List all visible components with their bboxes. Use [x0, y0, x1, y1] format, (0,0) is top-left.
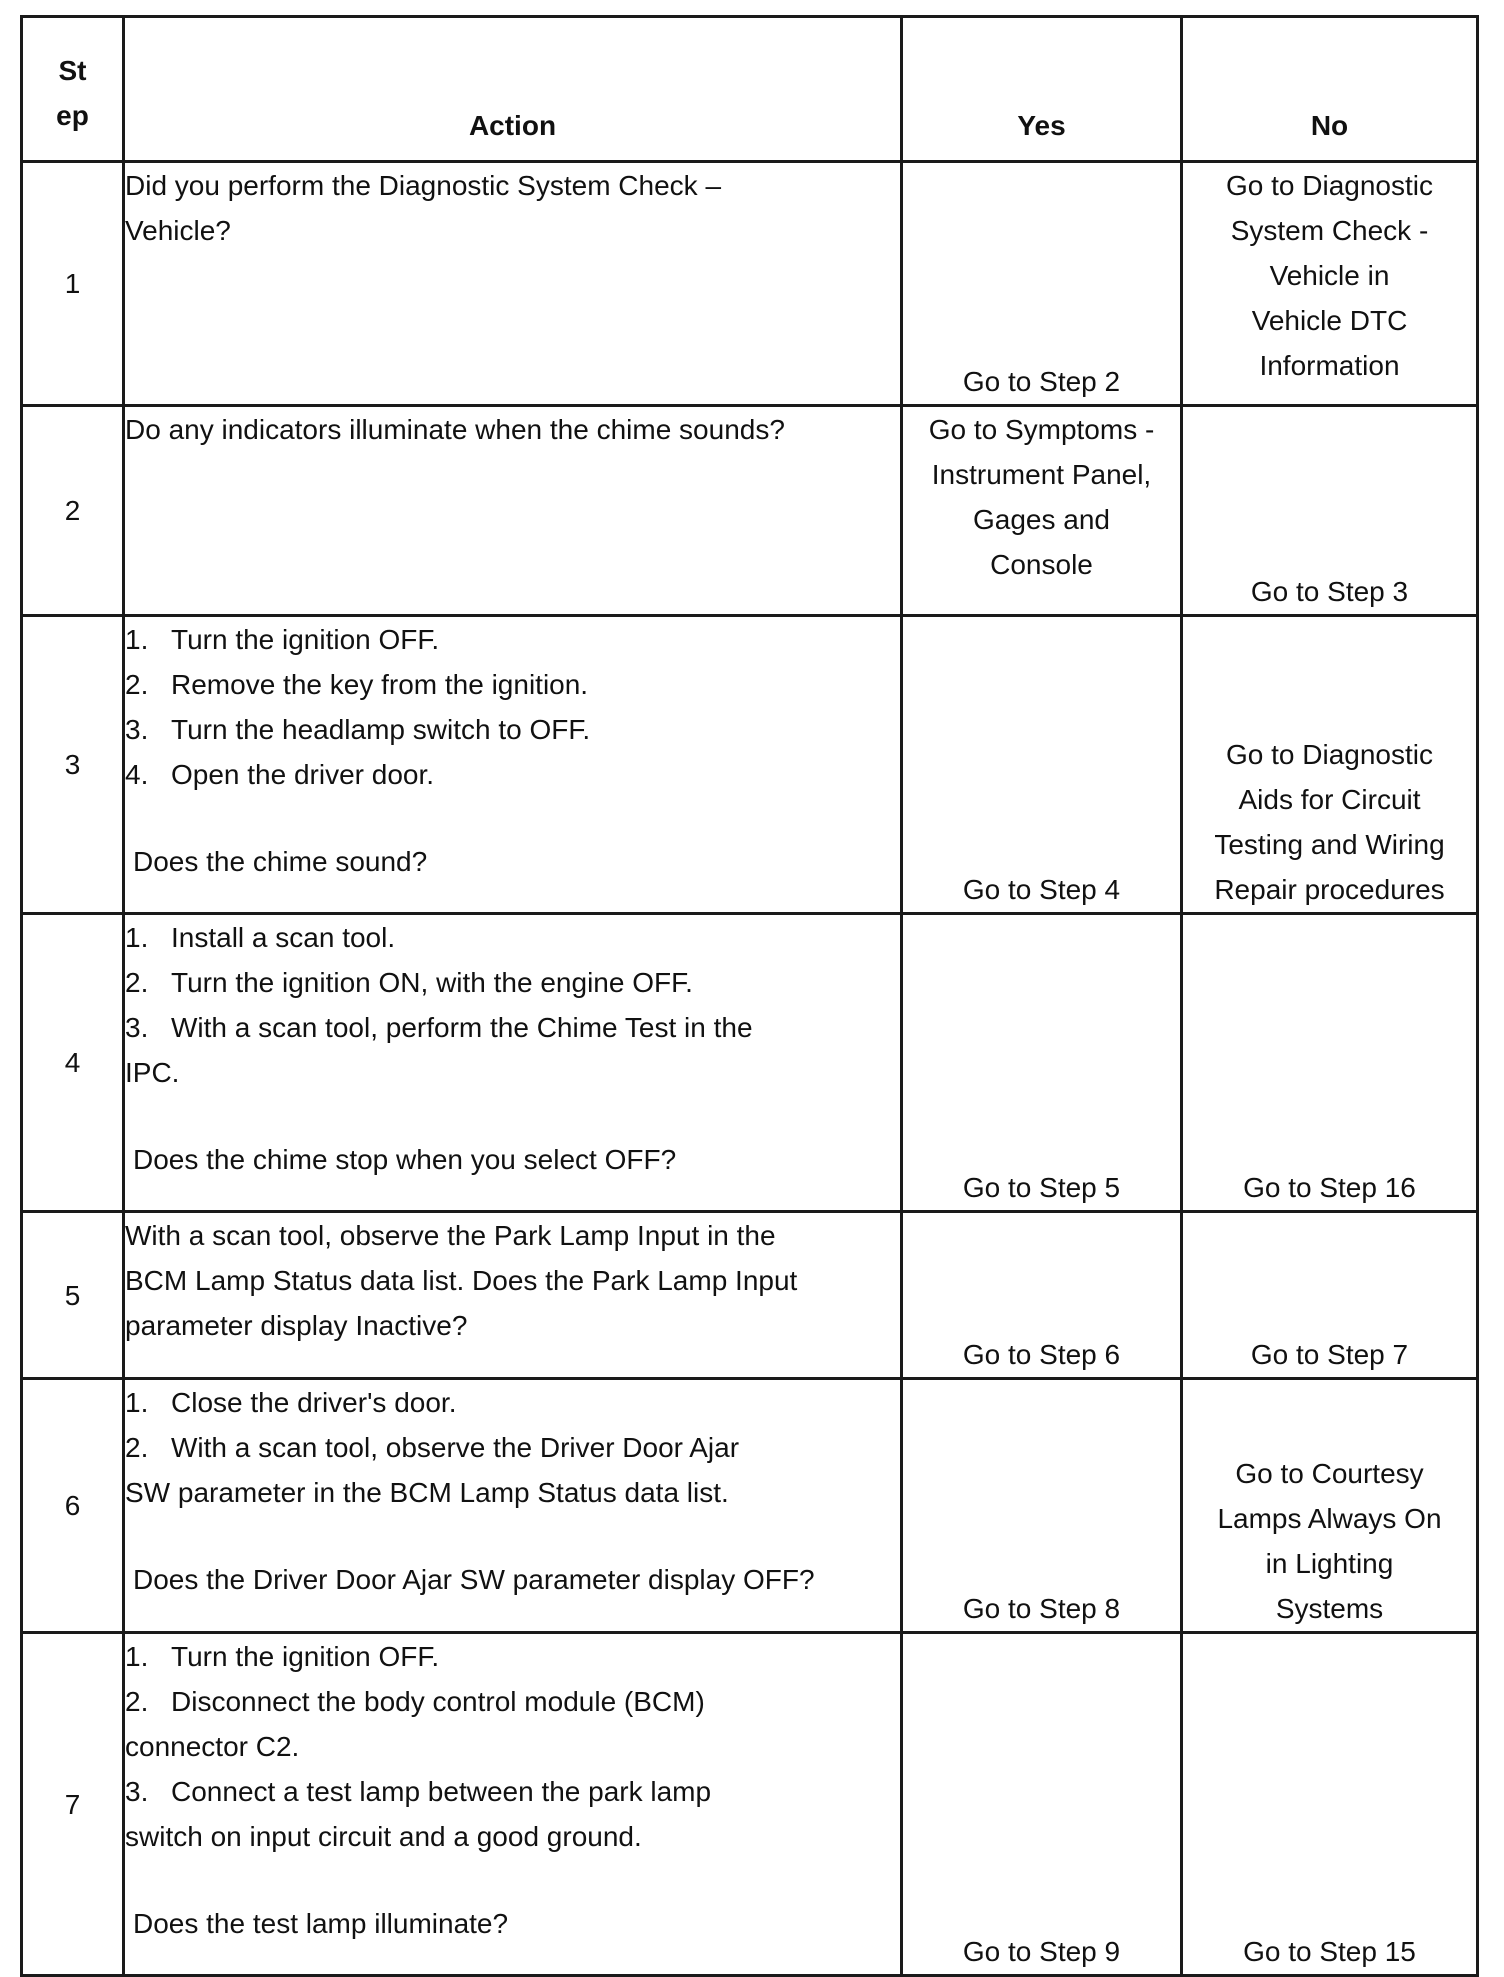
no-line: Information: [1259, 350, 1400, 381]
action-cell: [124, 1633, 902, 1976]
list-item-text: With a scan tool, observe the Driver Door Ajar: [171, 1432, 740, 1463]
list-item-text: Turn the ignition OFF.: [171, 624, 440, 655]
list-item-continuation: IPC.: [125, 1057, 180, 1088]
yes-line: Console: [990, 549, 1093, 580]
yes-cell: Go to Step 9: [902, 1633, 1182, 1976]
table-row: [22, 914, 1478, 1212]
header-yes: Yes: [902, 17, 1182, 162]
action-line: With a scan tool, observe the Park Lamp Input in the: [125, 1220, 776, 1251]
list-item-text: Turn the headlamp switch to OFF.: [171, 714, 591, 745]
question: Does the chime sound?: [133, 846, 428, 877]
list-item-text: With a scan tool, perform the Chime Test in the: [171, 1012, 753, 1043]
list-item-text: Install a scan tool.: [171, 922, 396, 953]
no-line: Go to Courtesy: [1235, 1458, 1424, 1489]
action-cell: [124, 1212, 902, 1379]
step-number: 2: [22, 406, 124, 616]
list-item-text: Connect a test lamp between the park lamp: [171, 1776, 712, 1807]
list-item: 1. Turn the ignition OFF.: [125, 1641, 440, 1672]
step-number: 5: [22, 1212, 124, 1379]
header-step-line2: ep: [56, 100, 89, 131]
no-line: in Lighting: [1265, 1548, 1394, 1579]
table-row: [22, 406, 1478, 616]
yes-cell: Go to Step 4: [902, 616, 1182, 914]
table-row: [22, 1212, 1478, 1379]
action-cell: [124, 616, 902, 914]
list-item: 1. Turn the ignition OFF.: [125, 624, 440, 655]
no-line: Go to Diagnostic: [1226, 739, 1433, 770]
no-line: Testing and Wiring: [1214, 829, 1445, 860]
no-line: Lamps Always On: [1217, 1503, 1442, 1534]
list-item-text: Remove the key from the ignition.: [171, 669, 589, 700]
yes-line: Go to Symptoms -: [928, 414, 1155, 445]
list-item: 3. With a scan tool, perform the Chime Test in the: [125, 1012, 753, 1043]
no-line: System Check -: [1230, 215, 1429, 246]
action-cell: [124, 406, 902, 616]
list-item-continuation: SW parameter in the BCM Lamp Status data list.: [125, 1477, 729, 1508]
list-item-text: Close the driver's door.: [171, 1387, 457, 1418]
no-cell: Go to Step 7: [1182, 1212, 1478, 1379]
table-row: [22, 1633, 1478, 1976]
no-line: Go to Diagnostic: [1226, 170, 1433, 201]
yes-cell: Go to Step 5: [902, 914, 1182, 1212]
diagnostic-table: [20, 15, 1479, 1977]
no-line: Systems: [1275, 1593, 1384, 1624]
action-cell: [124, 1379, 902, 1633]
list-item: 2. Remove the key from the ignition.: [125, 669, 589, 700]
step-number: 1: [22, 162, 124, 406]
action-line: Do any indicators illuminate when the chime sounds?: [125, 414, 785, 445]
no-line: Aids for Circuit: [1238, 784, 1421, 815]
action-cell: [124, 914, 902, 1212]
no-cell: Go to Step 15: [1182, 1633, 1478, 1976]
yes-cell: Go to Step 6: [902, 1212, 1182, 1379]
no-line: Vehicle in: [1269, 260, 1390, 291]
yes-cell: Go to Step 2: [902, 162, 1182, 406]
list-item: 4. Open the driver door.: [125, 759, 435, 790]
header-step-line1: St: [58, 55, 87, 86]
yes-cell: Go to Step 8: [902, 1379, 1182, 1633]
table-row: [22, 162, 1478, 406]
no-cell: [1182, 162, 1478, 406]
header-step: [22, 17, 124, 162]
list-item-text: Turn the ignition OFF.: [171, 1641, 440, 1672]
list-item: 3. Connect a test lamp between the park lamp: [125, 1776, 712, 1807]
list-item-continuation: connector C2.: [125, 1731, 300, 1762]
list-item-text: Open the driver door.: [171, 759, 435, 790]
question: Does the Driver Door Ajar SW parameter display OFF?: [133, 1564, 815, 1595]
table-row: [22, 1379, 1478, 1633]
yes-cell: [902, 406, 1182, 616]
action-line: Did you perform the Diagnostic System Check –: [125, 170, 722, 201]
question: Does the chime stop when you select OFF?: [133, 1144, 677, 1175]
no-cell: Go to Step 16: [1182, 914, 1478, 1212]
header-row: [22, 17, 1478, 162]
question: Does the test lamp illuminate?: [133, 1908, 509, 1939]
no-cell: [1182, 616, 1478, 914]
list-item-text: Turn the ignition ON, with the engine OFF.: [171, 967, 693, 998]
list-item: 2. Turn the ignition ON, with the engine OFF.: [125, 967, 693, 998]
no-cell: [1182, 1379, 1478, 1633]
step-number: 3: [22, 616, 124, 914]
list-item: 2. Disconnect the body control module (BCM): [125, 1686, 705, 1717]
step-number: 7: [22, 1633, 124, 1976]
header-action: Action: [124, 17, 902, 162]
action-cell: [124, 162, 902, 406]
no-cell: Go to Step 3: [1182, 406, 1478, 616]
yes-line: Gages and: [973, 504, 1110, 535]
list-item: 3. Turn the headlamp switch to OFF.: [125, 714, 591, 745]
no-line: Vehicle DTC: [1251, 305, 1408, 336]
step-number: 4: [22, 914, 124, 1212]
header-no: No: [1182, 17, 1478, 162]
no-line: Repair procedures: [1214, 874, 1445, 905]
action-line: Vehicle?: [125, 215, 231, 246]
step-number: 6: [22, 1379, 124, 1633]
action-line: parameter display Inactive?: [125, 1310, 468, 1341]
list-item-text: Disconnect the body control module (BCM): [171, 1686, 705, 1717]
list-item: 2. With a scan tool, observe the Driver Door Ajar: [125, 1432, 740, 1463]
action-line: BCM Lamp Status data list. Does the Park Lamp Input: [125, 1265, 798, 1296]
list-item: 1. Install a scan tool.: [125, 922, 396, 953]
table-row: [22, 616, 1478, 914]
list-item-continuation: switch on input circuit and a good ground.: [125, 1821, 642, 1852]
list-item: 1. Close the driver's door.: [125, 1387, 457, 1418]
yes-line: Instrument Panel,: [931, 459, 1152, 490]
